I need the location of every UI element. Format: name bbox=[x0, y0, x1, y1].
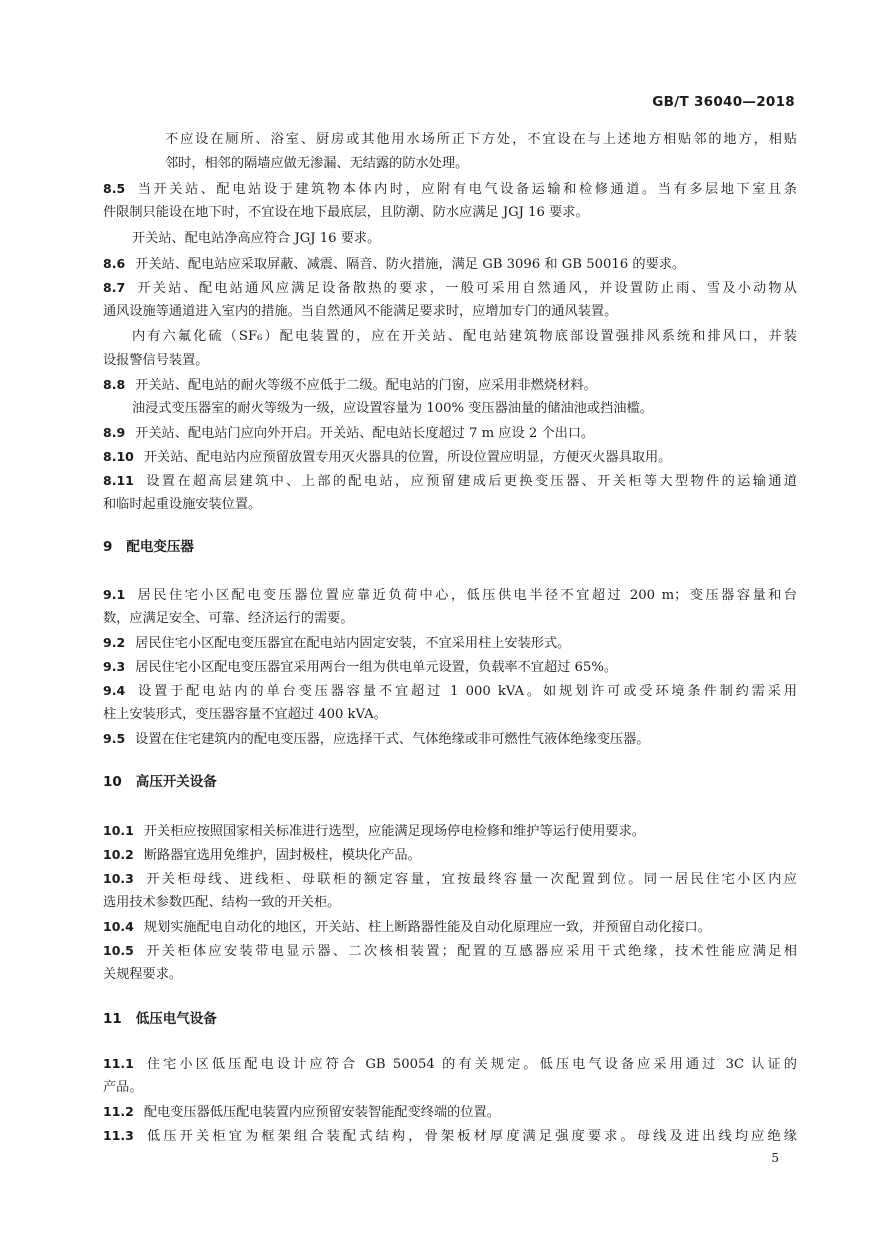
text-line: 柱上安装形式，变压器容量不宜超过 400 kVA。 bbox=[103, 707, 387, 722]
clause-9-4: 9.4 设置于配电站内的单台变压器容量不宜超过 1 000 kVA。如规划许可或受环境条件制约需采用 bbox=[103, 683, 797, 699]
clause-11-2: 11.2 配电变压器低压配电装置内应预留安装智能配变终端的位置。 bbox=[103, 1104, 500, 1120]
clause-8-9: 8.9 开关站、配电站门应向外开启。开关站、配电站长度超过 7 m 应设 2 个出口。 bbox=[103, 425, 595, 441]
text-line: 不应设在厕所、浴室、厨房或其他用水场所正下方处，不宜设在与上述地方相贴邻的地方，相贴 bbox=[165, 132, 797, 147]
clause-10-5: 10.5 开关柜体应安装带电显示器、二次核相装置；配置的互感器应采用干式绝缘，技术性能应满足相 bbox=[103, 943, 797, 959]
page-number: 5 bbox=[771, 1151, 779, 1165]
clause-8-10: 8.10 开关站、配电站内应预留放置专用灭火器具的位置，所设位置应明显，方便灭火器具取用。 bbox=[103, 449, 672, 465]
text-line: 开关站、配电站净高应符合 JGJ 16 要求。 bbox=[132, 231, 381, 246]
text-line: 数，应满足安全、可靠、经济运行的需要。 bbox=[103, 611, 354, 626]
clause-8-8: 8.8 开关站、配电站的耐火等级不应低于二级。配电站的门窗，应采用非燃烧材料。 bbox=[103, 377, 597, 393]
clause-10-4: 10.4 规划实施配电自动化的地区，开关站、柱上断路器性能及自动化原理应一致，并预留自动化接口。 bbox=[103, 919, 711, 935]
clause-9-2: 9.2 居民住宅小区配电变压器宜在配电站内固定安装，不宜采用柱上安装形式。 bbox=[103, 635, 571, 651]
text-line: 邻时，相邻的隔墙应做无渗漏、无结露的防水处理。 bbox=[165, 156, 469, 171]
clause-11-1: 11.1 住宅小区低压配电设计应符合 GB 50054 的有关规定。低压电气设备应采用通过 3C 认证的 bbox=[103, 1056, 797, 1072]
text-line: 内有六氟化硫（SF₆）配电装置的，应在开关站、配电站建筑物底部设置强排风系统和排风口，并装 bbox=[132, 329, 797, 344]
text-line: 件限制只能设在地下时，不宜设在地下最底层，且防潮、防水应满足 JGJ 16 要求。 bbox=[103, 205, 589, 220]
clause-8-6: 8.6 开关站、配电站应采取屏蔽、减震、隔音、防火措施，满足 GB 3096 和 GB 50016 的要求。 bbox=[103, 256, 686, 272]
section-heading-11: 11 低压电气设备 bbox=[103, 1011, 217, 1027]
standard-code-header: GB/T 36040—2018 bbox=[652, 94, 795, 110]
text-line: 设报警信号装置。 bbox=[103, 353, 209, 368]
clause-10-3: 10.3 开关柜母线、进线柜、母联柜的额定容量，宜按最终容量一次配置到位。同一居民住宅小区内应 bbox=[103, 871, 797, 887]
text-line: 和临时起重设施安装位置。 bbox=[103, 497, 262, 512]
clause-9-3: 9.3 居民住宅小区配电变压器宜采用两台一组为供电单元设置，负载率不宜超过 65%。 bbox=[103, 659, 618, 675]
text-line: 通风设施等通道进入室内的措施。当自然通风不能满足要求时，应增加专门的通风装置。 bbox=[103, 304, 618, 319]
clause-10-1: 10.1 开关柜应按照国家相关标准进行选型，应能满足现场停电检修和维护等运行使用要求。 bbox=[103, 823, 645, 839]
text-line: 关规程要求。 bbox=[103, 967, 183, 982]
clause-8-11: 8.11 设置在超高层建筑中、上部的配电站，应预留建成后更换变压器、开关柜等大型物件的运输通道 bbox=[103, 473, 797, 489]
section-heading-10: 10 高压开关设备 bbox=[103, 774, 217, 790]
text-line: 油浸式变压器室的耐火等级为一级，应设置容量为 100% 变压器油量的储油池或挡油槛。 bbox=[132, 401, 653, 416]
clause-8-5: 8.5 当开关站、配电站设于建筑物本体内时，应附有电气设备运输和检修通道。当有多层地下室且条 bbox=[103, 181, 797, 197]
section-heading-9: 9 配电变压器 bbox=[103, 539, 194, 555]
clause-9-1: 9.1 居民住宅小区配电变压器位置应靠近负荷中心，低压供电半径不宜超过 200 m；变压器容量和台 bbox=[103, 587, 797, 603]
clause-11-3: 11.3 低压开关柜宜为框架组合装配式结构，骨架板材厚度满足强度要求。母线及进出线均应绝缘 bbox=[103, 1128, 797, 1144]
text-line: 选用技术参数匹配、结构一致的开关柜。 bbox=[103, 895, 341, 910]
clause-9-5: 9.5 设置在住宅建筑内的配电变压器，应选择干式、气体绝缘或非可燃性气液体绝缘变压器。 bbox=[103, 731, 650, 747]
clause-10-2: 10.2 断路器宜选用免维护，固封极柱，模块化产品。 bbox=[103, 847, 421, 863]
clause-8-7: 8.7 开关站、配电站通风应满足设备散热的要求，一般可采用自然通风，并设置防止雨、雪及小动物从 bbox=[103, 280, 797, 296]
text-line: 产品。 bbox=[103, 1080, 143, 1095]
